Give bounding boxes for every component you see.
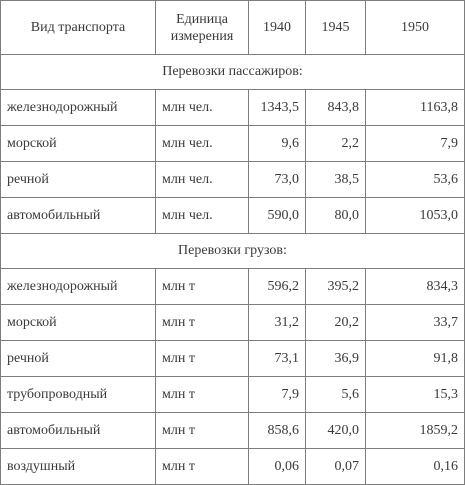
value-cell-year-3: 0,16 — [366, 449, 465, 485]
table-row — [1, 305, 465, 341]
header-row — [1, 1, 465, 55]
transport-type-cell: речной — [1, 162, 156, 198]
table-row — [1, 341, 465, 377]
table-row — [1, 162, 465, 198]
value-cell-year-2: 36,9 — [306, 341, 366, 377]
value-cell-year-3: 834,3 — [366, 269, 465, 305]
value-cell-year-2: 2,2 — [306, 126, 366, 162]
unit-cell: млн т — [156, 269, 249, 305]
value-cell-year-1: 73,0 — [249, 162, 306, 198]
value-cell-year-2: 80,0 — [306, 198, 366, 234]
transport-type-cell: железнодорожный — [1, 269, 156, 305]
transport-type-cell: речной — [1, 341, 156, 377]
value-cell-year-1: 596,2 — [249, 269, 306, 305]
value-cell-year-3: 1859,2 — [366, 413, 465, 449]
unit-cell: млн чел. — [156, 162, 249, 198]
table-body — [1, 55, 465, 485]
transport-type-cell: железнодорожный — [1, 90, 156, 126]
value-cell-year-3: 53,6 — [366, 162, 465, 198]
unit-cell: млн т — [156, 341, 249, 377]
transport-type-cell: трубопроводный — [1, 377, 156, 413]
value-cell-year-3: 15,3 — [366, 377, 465, 413]
section-row — [1, 234, 465, 269]
transport-type-cell: автомобильный — [1, 413, 156, 449]
table-row — [1, 126, 465, 162]
value-cell-year-2: 843,8 — [306, 90, 366, 126]
value-cell-year-1: 590,0 — [249, 198, 306, 234]
value-cell-year-1: 73,1 — [249, 341, 306, 377]
table-row — [1, 90, 465, 126]
value-cell-year-1: 0,06 — [249, 449, 306, 485]
header-year-2: 1945 — [306, 1, 366, 55]
unit-cell: млн чел. — [156, 198, 249, 234]
table-header — [1, 1, 465, 55]
table-row — [1, 377, 465, 413]
unit-cell: млн т — [156, 377, 249, 413]
transport-type-cell: морской — [1, 305, 156, 341]
value-cell-year-3: 33,7 — [366, 305, 465, 341]
value-cell-year-2: 20,2 — [306, 305, 366, 341]
value-cell-year-1: 9,6 — [249, 126, 306, 162]
transport-type-cell: воздушный — [1, 449, 156, 485]
unit-cell: млн т — [156, 449, 249, 485]
header-unit: Единица измерения — [156, 1, 249, 55]
table-row — [1, 413, 465, 449]
value-cell-year-2: 395,2 — [306, 269, 366, 305]
value-cell-year-3: 1163,8 — [366, 90, 465, 126]
value-cell-year-2: 420,0 — [306, 413, 366, 449]
table-row — [1, 449, 465, 485]
table-row — [1, 198, 465, 234]
value-cell-year-1: 7,9 — [249, 377, 306, 413]
transport-type-cell: морской — [1, 126, 156, 162]
table-row — [1, 269, 465, 305]
unit-cell: млн чел. — [156, 90, 249, 126]
header-year-1: 1940 — [249, 1, 306, 55]
transport-type-cell: автомобильный — [1, 198, 156, 234]
header-year-3: 1950 — [366, 1, 465, 55]
section-title: Перевозки грузов: — [1, 234, 465, 269]
unit-cell: млн т — [156, 413, 249, 449]
header-transport-type: Вид транспорта — [1, 1, 156, 55]
value-cell-year-1: 31,2 — [249, 305, 306, 341]
section-row — [1, 55, 465, 90]
value-cell-year-3: 91,8 — [366, 341, 465, 377]
value-cell-year-1: 1343,5 — [249, 90, 306, 126]
value-cell-year-2: 38,5 — [306, 162, 366, 198]
value-cell-year-2: 0,07 — [306, 449, 366, 485]
unit-cell: млн т — [156, 305, 249, 341]
value-cell-year-3: 7,9 — [366, 126, 465, 162]
value-cell-year-1: 858,6 — [249, 413, 306, 449]
unit-cell: млн чел. — [156, 126, 249, 162]
value-cell-year-3: 1053,0 — [366, 198, 465, 234]
value-cell-year-2: 5,6 — [306, 377, 366, 413]
section-title: Перевозки пассажиров: — [1, 55, 465, 90]
